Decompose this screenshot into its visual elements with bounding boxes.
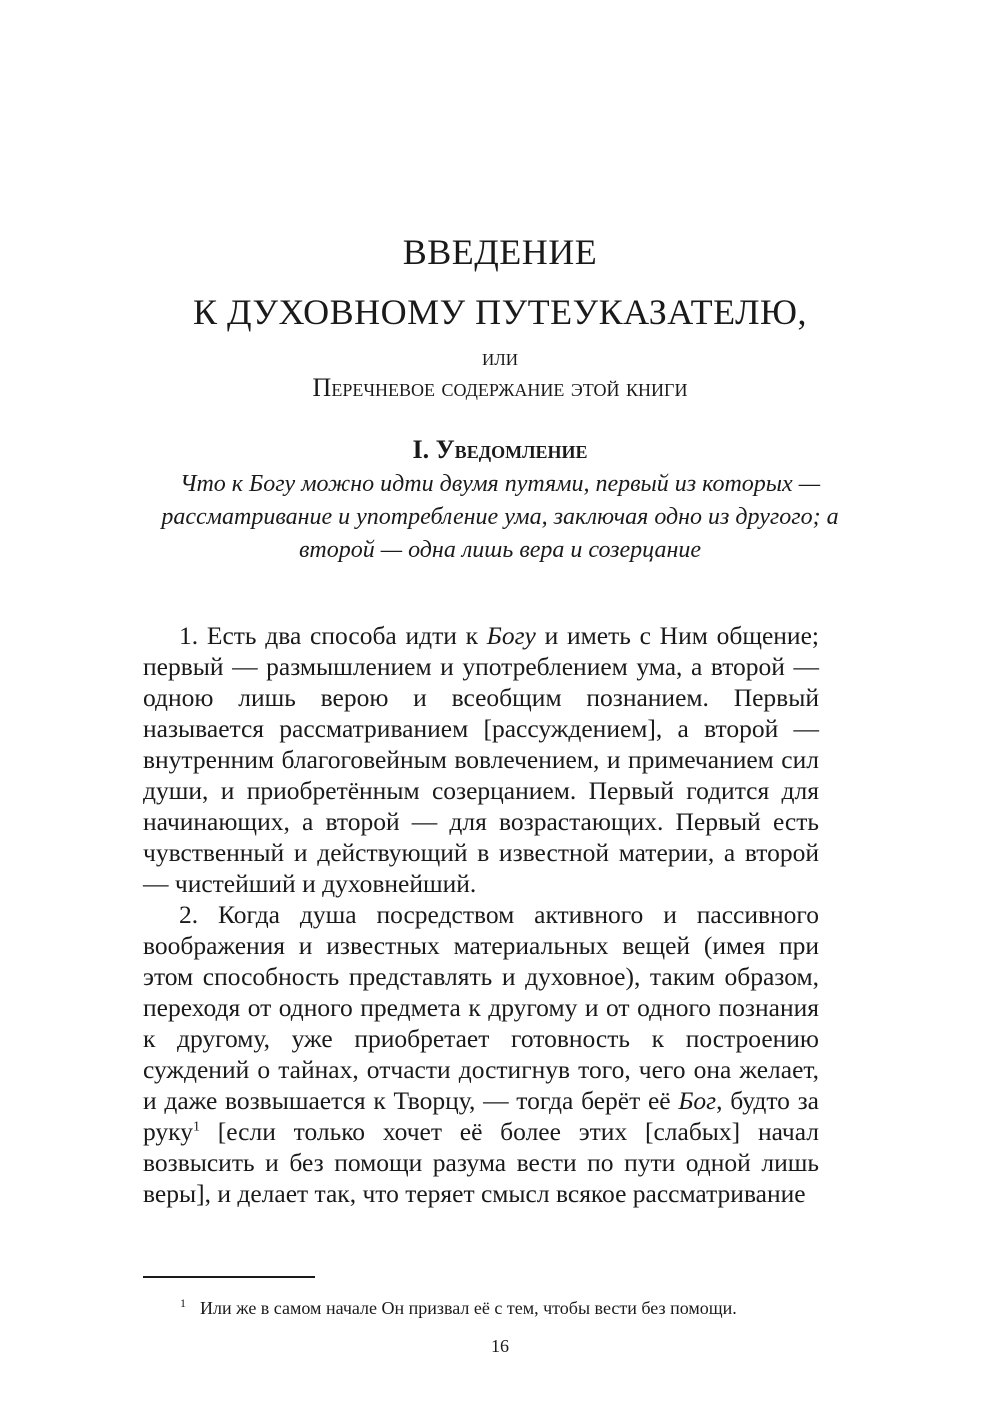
paragraph-2 [143, 899, 819, 1209]
paragraph-1-text-b: и иметь с Ним общение; первый — размышлением и употреблением ума, а второй — одною лишь верою и всеобщим познанием. Первый называется рассматриванием [рассуждением], а второй — внутренним благоговейным вовлечением, и примечанием сил души, и приобретённым созерцанием. Первый годится для начинающих, а второй — для возрастающих. Первый есть чувственный и действующий в известной материи, а второй — чистейший и духовнейший. [143, 621, 819, 898]
paragraph-2-text-a: 2. Когда душа посредством активного и пассивного воображения и известных материальных вещей (имея при этом способность представлять и духовное), таким образом, переходя от одного предмета к другому и от одного познания к другому, уже приобретает готовность к построению суждений о тайнах, отчасти достигнув того, чего она желает, и даже возвышается к Творцу, — тогда берёт её [143, 900, 819, 1115]
section-description: Что к Богу можно идти двумя путями, первый из которых — рассматривание и употребление ума, заключая одно из другого; а второй — одна лишь вера и созерцание [161, 471, 839, 563]
paragraph-1-emphasis: Богу [486, 621, 536, 650]
paragraph-1-text-a: 1. Есть два способа идти к [179, 621, 487, 650]
footnote-text: Или же в самом начале Он призвал её с тем, чтобы вести без помощи. [200, 1298, 737, 1318]
footnote [180, 1290, 860, 1321]
section-heading: I. Уведомление [412, 435, 588, 464]
subtitle-or: или [481, 345, 519, 371]
chapter-title-line2: К ДУХОВНОМУ ПУТЕУКАЗАТЕЛЮ, [192, 292, 808, 332]
footnote-reference[interactable]: 1 [192, 1119, 200, 1135]
chapter-title-line1: ВВЕДЕНИЕ [402, 232, 598, 272]
chapter-title [0, 222, 1000, 342]
paragraph-2-text-b: , будто за руку [143, 1086, 819, 1146]
footnote-divider [143, 1276, 315, 1278]
paragraph-2-text-c: [если только хочет её более этих [слабых] начал возвысить и без помощи разума вести по пути одной лишь веры], и делает так, что теряет смысл всякое рассматривание [143, 1117, 819, 1208]
body-text [143, 620, 819, 1209]
subtitle-main: Перечневое содержание этой книги [312, 373, 688, 402]
footnote-number: 1 [180, 1296, 186, 1310]
paragraph-1 [143, 620, 819, 899]
paragraph-2-emphasis: Бог [678, 1086, 717, 1115]
page-number: 16 [491, 1336, 509, 1356]
